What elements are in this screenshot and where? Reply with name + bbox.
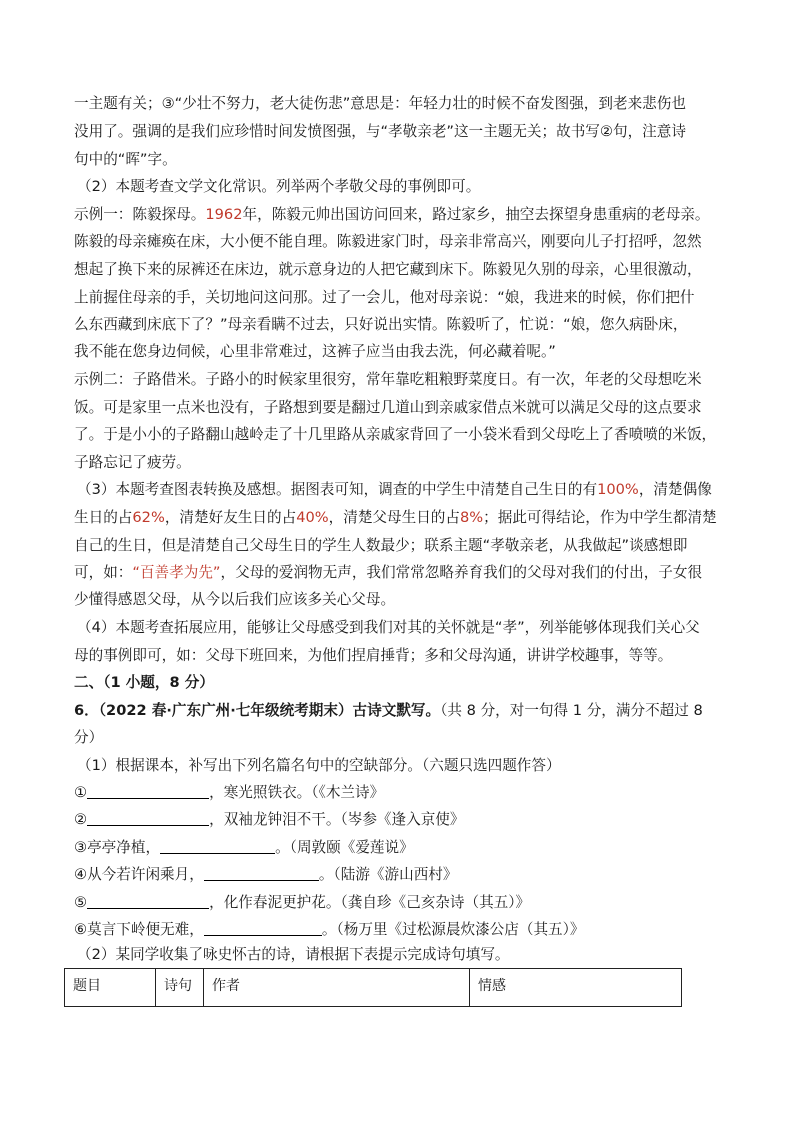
example-1-line — [74, 205, 710, 225]
text-span: 年，陈毅元帅出国访问回来，路过家乡，抽空去探望身患重病的老母亲。 — [242, 206, 710, 223]
answer-blank[interactable] — [87, 894, 209, 909]
answer-line: 了。于是小小的子路翻山越岭走了十几里路从亲戚家背回了一小袋米看到父母吃上了香喷喷的米饭， — [74, 426, 717, 443]
text-span: ；据此可得结论，作为中学生都清楚 — [483, 509, 717, 526]
answer-line: 子路忘记了疲劳。 — [74, 454, 191, 471]
answer-line: 句中的“晖”字。 — [74, 151, 177, 168]
answer-line: 一主题有关；③“少壮不努力，老大徒伤悲”意思是：年轻力壮的时候不奋发图强，到老来悲伤也 — [74, 95, 686, 112]
answer-line: 我不能在您身边伺候，心里非常难过，这裤子应当由我去洗，何必藏着呢。” — [74, 343, 556, 360]
scoring-note: （共 8 分，对一句得 1 分，满分不超过 8 — [440, 702, 703, 719]
fill-blank-item — [74, 783, 384, 803]
table-header-row — [65, 969, 682, 1007]
item-text: ，寒光照铁衣。（《木兰诗》 — [209, 784, 385, 801]
quote-text: “百善孝为先” — [132, 564, 221, 581]
fill-blank-item — [74, 810, 464, 830]
answer-line: 分） — [74, 729, 104, 746]
percent-value: 8% — [459, 509, 484, 526]
text-span: ，清楚好友生日的占 — [164, 509, 297, 526]
item-text: 。（周敦颐《爱莲说》 — [275, 839, 414, 856]
text-span: 生日的占 — [74, 509, 133, 526]
answer-line: 想起了换下来的尿裤还在床边，就示意身边的人把它藏到床下。陈毅见久别的母亲，心里很激动， — [74, 261, 702, 278]
item-text: ，化作春泥更护花。（龚自珍《己亥杂诗（其五）》 — [209, 894, 531, 911]
percent-value: 40% — [296, 509, 329, 526]
example-2-line: 示例二：子路借米。子路小的时候家里很穷，常年靠吃粗粮野菜度日。有一次，年老的父母想吃米 — [74, 371, 702, 388]
item-number: ① — [74, 784, 88, 801]
item-number: ⑤ — [74, 894, 88, 911]
answer-line: 少懂得感恩父母，从今以后我们应该多关心父母。 — [74, 591, 396, 608]
item-text: 。（杨万里《过松源晨炊漆公店（其五）》 — [321, 921, 585, 938]
poem-table — [64, 968, 682, 1007]
text-span: ，清楚父母生日的占 — [328, 509, 460, 526]
answer-blank[interactable] — [87, 811, 209, 826]
answer-line: （4）本题考查拓展应用，能够让父母感受到我们对其的关怀就是“孝”，列举能够体现我们关心父 — [77, 619, 700, 636]
answer-line: 母的事例即可，如：父母下班回来，为他们捏肩捶背；多和父母沟通，讲讲学校趣事，等等。 — [74, 647, 673, 664]
fill-blank-item — [74, 838, 414, 858]
percent-value: 62% — [132, 509, 165, 526]
answer-line — [74, 508, 717, 528]
year-text: 1962 — [205, 206, 243, 223]
answer-blank[interactable] — [160, 839, 275, 854]
fill-blank-item — [74, 920, 585, 940]
answer-line: （2）本题考查文学文化常识。列举两个孝敬父母的事例即可。 — [77, 178, 481, 195]
text-span: ，清楚偶像 — [638, 481, 712, 498]
answer-blank[interactable] — [204, 921, 322, 936]
sub-question: （1）根据课本，补写出下列名篇名句中的空缺部分。（六题只选四题作答） — [77, 757, 561, 774]
item-text: 。（陆游《游山西村》 — [318, 866, 458, 883]
answer-line — [74, 563, 702, 583]
item-text: ③亭亭净植， — [74, 839, 161, 856]
answer-line: 自己的生日，但是清楚自己父母生日的学生人数最少；联系主题“孝敬亲老，从我做起”谈感想即 — [74, 537, 688, 554]
table-header-emotion: 情感 — [470, 969, 682, 1007]
answer-line: 陈毅的母亲瘫痪在床，大小便不能自理。陈毅进家门时，母亲非常高兴，刚要向儿子打招呼，忽然 — [74, 233, 702, 250]
answer-line: 饭。可是家里一点米也没有，子路想到要是翻过几道山到亲戚家借点米就可以满足父母的这点要求 — [74, 399, 702, 416]
item-number: ② — [74, 811, 88, 828]
sub-question: （2）某同学收集了咏史怀古的诗，请根据下表提示完成诗句填写。 — [77, 946, 510, 963]
answer-line — [77, 480, 712, 500]
answer-blank[interactable] — [87, 784, 209, 799]
text-span: ，父母的爱润物无声，我们常常忽略养育我们的父母对我们的付出，子女很 — [220, 564, 703, 581]
answer-line: 没用了。强调的是我们应珍惜时间发愤图强，与“孝敬亲老”这一主题无关；故书写②句，注意诗 — [74, 123, 686, 140]
answer-line: 上前握住母亲的手，关切地问这问那。过了一会儿，他对母亲说：“娘，我进来的时候，你们把什 — [74, 289, 695, 306]
table-header-author: 作者 — [204, 969, 470, 1007]
section-heading: 二、（1 小题，8 分） — [74, 674, 214, 691]
item-text: ⑥莫言下岭便无难， — [74, 921, 204, 938]
text-span: （3）本题考查图表转换及感想。据图表可知，调查的中学生中清楚自己生日的有 — [77, 481, 598, 498]
question-title: 6．（2022 春·广东广州·七年级统考期末）古诗文默写。 — [74, 702, 441, 719]
item-text: ，双袖龙钟泪不干。（岑参《逢入京使》 — [209, 811, 465, 828]
text-span: 示例一：陈毅探母。 — [74, 206, 206, 223]
item-text: ④从今若许闲乘月， — [74, 866, 204, 883]
table-header-title: 题目 — [65, 969, 156, 1007]
fill-blank-item — [74, 893, 530, 913]
text-span: 可，如： — [74, 564, 133, 581]
answer-blank[interactable] — [204, 866, 319, 881]
table-header-verse: 诗句 — [156, 969, 204, 1007]
answer-line: 么东西藏到床底下了？”母亲看瞒不过去，只好说出实情。陈毅听了，忙说：“娘，您久病卧床， — [74, 316, 688, 333]
question-header — [74, 701, 703, 721]
fill-blank-item — [74, 865, 457, 885]
percent-value: 100% — [597, 481, 639, 498]
